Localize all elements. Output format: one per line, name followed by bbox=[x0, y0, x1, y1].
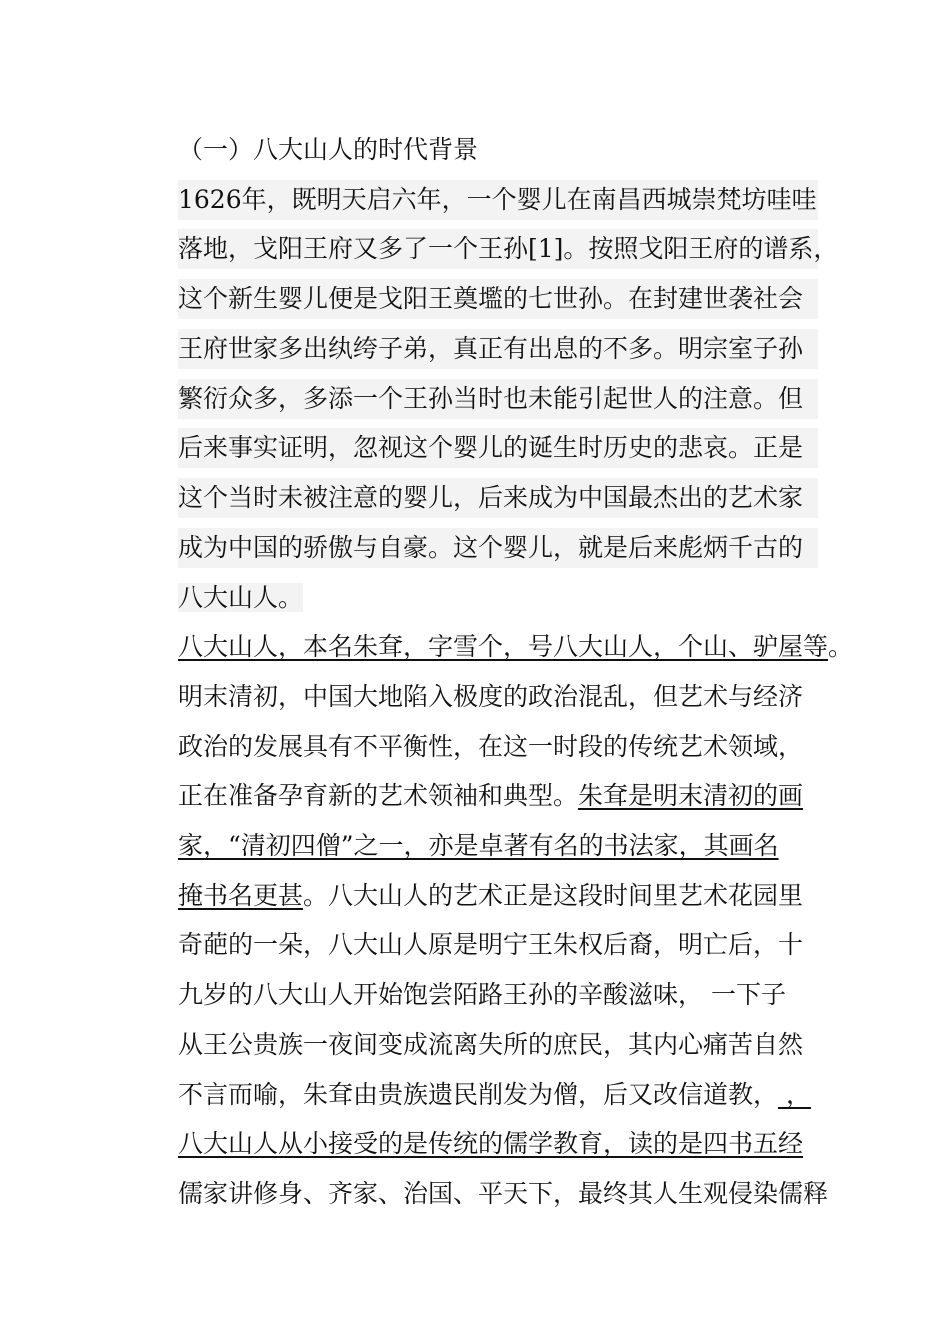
paragraph-text: 。八大山人的艺术正是这段时间里艺术花园里 bbox=[303, 881, 804, 910]
paragraph-text: 。 bbox=[828, 632, 854, 661]
paragraph-line: 奇葩的一朵，八大山人原是明宁王朱权后裔，明亡后，十 bbox=[178, 930, 804, 959]
paragraph-line bbox=[178, 578, 818, 618]
paragraph-line: 这个当时未被注意的婴儿，后来成为中国最杰出的艺术家 bbox=[178, 478, 818, 518]
paragraph-line: 落地，戈阳王府又多了一个王孙[1]。按照戈阳王府的谱系， bbox=[178, 229, 818, 269]
paragraph-line bbox=[178, 776, 818, 816]
paragraph-line: 这个新生婴儿便是戈阳王奠壏的七世孙。在封建世袭社会 bbox=[178, 279, 818, 319]
paragraph-line bbox=[178, 876, 818, 916]
paragraph-line bbox=[178, 1124, 818, 1164]
paragraph-line: 繁衍众多，多添一个王孙当时也未能引起世人的注意。但 bbox=[178, 379, 818, 419]
section-heading: （一）八大山人的时代背景 bbox=[178, 135, 479, 164]
paragraph-line: 明末清初，中国大地陷入极度的政治混乱，但艺术与经济 bbox=[178, 682, 804, 711]
underlined-text: 掩书名更甚 bbox=[178, 881, 304, 910]
paragraph-line: 1626年，既明天启六年，一个婴儿在南昌西城崇梵坊哇哇 bbox=[178, 180, 818, 220]
paragraph-line: 从王公贵族一夜间变成流离失所的庶民，其内心痛苦自然 bbox=[178, 1030, 804, 1059]
paragraph-line: 政治的发展具有不平衡性，在这一时段的传统艺术领域， bbox=[178, 732, 804, 761]
underlined-text: 家，“清初四僧”之一，亦是卓著有名的书法家，其画名 bbox=[178, 831, 779, 860]
paragraph-line bbox=[178, 1075, 818, 1115]
paragraph-line: 王府世家多出纨绔子弟，真正有出息的不多。明宗室子孙 bbox=[178, 329, 818, 369]
paragraph-text: 八大山人。 bbox=[178, 583, 304, 612]
paragraph-text: 不言而喻，朱耷由贵族遗民削发为僧，后又改信道教， bbox=[178, 1080, 779, 1109]
paragraph-line: 儒家讲修身、齐家、治国、平天下，最终其人生观侵染儒释 bbox=[178, 1179, 829, 1208]
paragraph-text: 正在准备孕育新的艺术领袖和典型。 bbox=[178, 781, 579, 810]
underlined-text: ， bbox=[778, 1080, 811, 1109]
underlined-text: 八大山人，本名朱耷，字雪个，号八大山人，个山、驴屋等 bbox=[178, 632, 829, 661]
underlined-text: 朱耷是明末清初的画 bbox=[578, 781, 804, 810]
paragraph-line: 后来事实证明，忽视这个婴儿的诞生时历史的悲哀。正是 bbox=[178, 428, 818, 468]
paragraph-line: 九岁的八大山人开始饱尝陌路王孙的辛酸滋味， 一下子 bbox=[178, 980, 786, 1009]
paragraph-line: 成为中国的骄傲与自豪。这个婴儿，就是后来彪炳千古的 bbox=[178, 528, 818, 568]
paragraph-line bbox=[178, 627, 854, 667]
underlined-text: 八大山人从小接受的是传统的儒学教育，读的是四书五经 bbox=[178, 1129, 804, 1158]
paragraph-line bbox=[178, 826, 818, 866]
